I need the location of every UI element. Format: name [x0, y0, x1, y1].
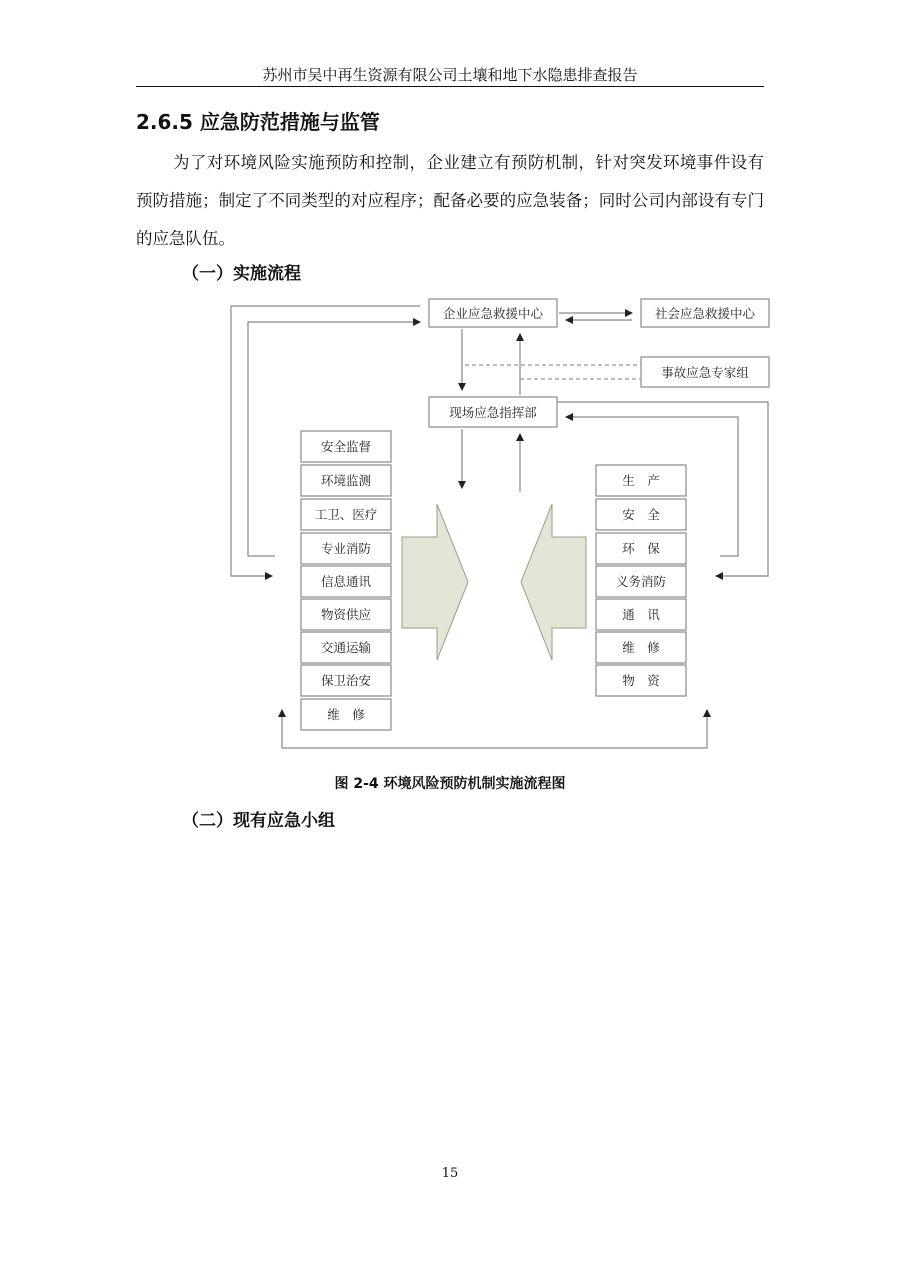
big-arrow-right [402, 504, 468, 660]
body-paragraph: 为了对环境风险实施预防和控制，企业建立有预防机制，针对突发环境事件设有预防措施；制定了不同类型的对应程序；配备必要的应急装备；同时公司内部设有专门的应急队伍。 [136, 153, 764, 248]
page-number: 15 [441, 1166, 459, 1181]
node-expert-group [641, 357, 769, 387]
left-unit-item: 物资供应 [320, 607, 372, 622]
right-unit-item: 生 产 [622, 473, 660, 488]
left-unit-item: 交通运输 [320, 640, 372, 655]
left-unit-item: 维 修 [327, 707, 365, 722]
left-unit-item: 安全监督 [320, 439, 372, 454]
subsection-heading-process: （一）实施流程 [182, 264, 301, 284]
node-expert-group-label: 事故应急专家组 [661, 365, 749, 380]
big-arrow-left [521, 504, 586, 660]
left-unit-item: 专业消防 [320, 541, 372, 556]
left-unit-item: 保卫治安 [320, 673, 372, 688]
node-field-command-label: 现场应急指挥部 [449, 405, 537, 420]
figure-caption: 图 2-4 环境风险预防机制实施流程图 [334, 776, 566, 792]
node-field-command [429, 397, 557, 427]
node-enterprise-rescue-center [429, 299, 557, 327]
node-social-rescue-center [641, 299, 769, 327]
right-unit-item: 物 资 [622, 673, 660, 688]
right-unit-item: 环 保 [622, 541, 660, 556]
left-unit-item: 信息通讯 [320, 574, 372, 589]
right-unit-list [596, 465, 686, 696]
subsection-heading-teams: （二）现有应急小组 [182, 811, 335, 831]
right-unit-item: 通 讯 [622, 607, 660, 622]
node-enterprise-rescue-center-label: 企业应急救援中心 [442, 306, 544, 321]
left-unit-item: 环境监测 [320, 473, 372, 488]
page-header-title: 苏州市吴中再生资源有限公司土壤和地下水隐患排查报告 [262, 66, 638, 84]
left-unit-list [301, 431, 391, 730]
right-unit-item: 维 修 [622, 640, 660, 655]
node-social-rescue-center-label: 社会应急救援中心 [654, 306, 756, 321]
right-unit-item: 安 全 [622, 507, 660, 522]
right-unit-item: 义务消防 [615, 574, 667, 589]
section-heading: 2.6.5 应急防范措施与监管 [136, 110, 380, 134]
left-unit-item: 工卫、医疗 [314, 507, 378, 522]
